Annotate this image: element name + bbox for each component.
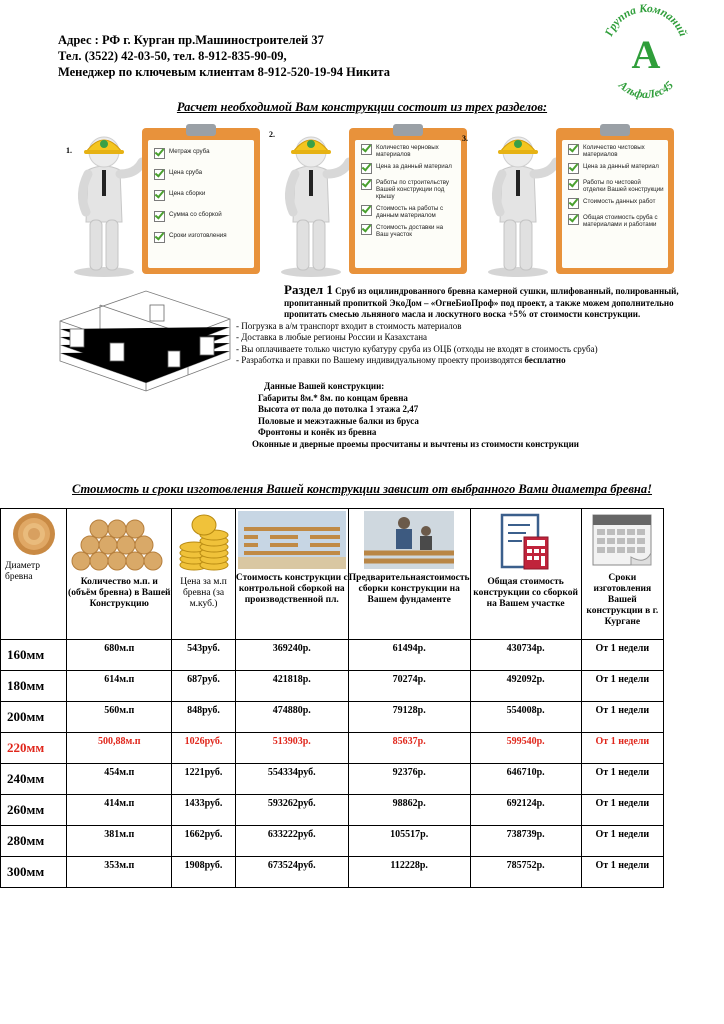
cell-construction-cost: 673524руб. [235,857,348,888]
bullet-item: - Доставка в любые регионы России и Казахстана [236,332,428,342]
log-house-sketch-icon [50,285,240,397]
price-table [0,508,664,888]
checkmark-icon [568,198,579,209]
checklist-item: Цена за данный материал [568,163,664,174]
section-description: Сруб из оцилиндрованного бревна камерной сушки, шлифованный, полированный, пропитанный пропиткой ЭкоДом – «ОгнеБиоПроф» под проект, а также можем дополнительно пропитать смесью льняного масла и лоскутного воска +5% от стоимости конструкции. [284,286,679,319]
table-row [1,640,664,671]
checkmark-icon [154,169,165,180]
checklist-item: Цена сруба [154,169,250,180]
cell-diameter: 240мм [1,764,67,795]
details-line: Оконные и дверные проемы просчитаны и вычтены из стоимости конструкции [252,438,579,449]
steps-illustration [60,120,680,278]
cell-construction-cost: 369240р. [235,640,348,671]
col-header-price: Цена за м.п бревна (за м.куб.) [172,509,235,640]
cell-assembly: 92376р. [348,764,470,795]
log-end-icon [5,511,63,557]
cell-diameter: 180мм [1,671,67,702]
cell-term: От 1 недели [581,671,663,702]
calendar-icon [587,511,657,569]
checklist-item: Сроки изготовления [154,232,250,243]
checklist-item: Цена за данный материал [361,163,457,174]
step-1 [60,120,265,278]
checklist-item: Стоимость данных работ [568,198,664,209]
cell-assembly: 98862р. [348,795,470,826]
checkmark-icon [568,144,579,155]
checklist-board [349,128,467,274]
checkmark-icon [361,144,372,155]
cell-diameter: 260мм [1,795,67,826]
calculator-document-icon [496,511,556,573]
figure-with-hardhat-icon [480,132,558,278]
cell-quantity: 560м.п [67,702,172,733]
table-row [1,702,664,733]
cell-total: 492092р. [470,671,581,702]
cell-diameter: 280мм [1,826,67,857]
cell-construction-cost: 593262руб. [235,795,348,826]
step-number: 2. [269,130,275,139]
cell-total: 646710р. [470,764,581,795]
table-row [1,857,664,888]
cell-price: 1908руб. [172,857,235,888]
table-row [1,733,664,764]
cell-price: 1026руб. [172,733,235,764]
checklist-paper [148,140,254,268]
cell-term: От 1 недели [581,795,663,826]
phone-line: Тел. (3522) 42-03-50, тел. 8-912-835-90-09, [58,49,287,63]
checkmark-icon [568,179,579,190]
intro-heading: Расчет необходимой Вам конструкции состоит из трех разделов: [176,100,548,114]
svg-text:АльфаЛес45: АльфаЛес45 [616,79,676,100]
cell-total: 738739р. [470,826,581,857]
cell-quantity: 500,88м.п [67,733,172,764]
coin-stack-icon [176,511,232,573]
cell-diameter: 200мм [1,702,67,733]
checkmark-icon [154,148,165,159]
cell-assembly: 85637р. [348,733,470,764]
contact-header [58,32,390,80]
svg-text:А: А [631,32,661,77]
cell-term: От 1 недели [581,733,663,764]
cell-term: От 1 недели [581,857,663,888]
cell-quantity: 414м.п [67,795,172,826]
cell-term: От 1 недели [581,640,663,671]
cell-price: 543руб. [172,640,235,671]
details-line: Половые и межэтажные балки из бруса [258,415,419,426]
checklist-item: Стоимость доставки на Ваш участок [361,224,457,238]
col-header-diameter: Диаметр бревна [1,509,67,640]
cell-diameter: 160мм [1,640,67,671]
step-number: 3. [462,134,468,143]
checklist-paper [562,140,668,268]
cell-construction-cost: 421818р. [235,671,348,702]
cell-diameter: 220мм [1,733,67,764]
checklist-item: Цена сборки [154,190,250,201]
cell-price: 848руб. [172,702,235,733]
manager-line: Менеджер по ключевым клиентам 8-912-520-19-94 Никита [58,65,390,79]
col-header-total: Общая стоимость конструкции со сборкой на Вашем участке [470,509,581,640]
checklist-item: Стоимость на работы с данным материалом [361,205,457,219]
cost-heading: Стоимость и сроки изготовления Вашей конструкции зависит от выбранного Вами диаметра бревна! [72,482,652,496]
table-row [1,826,664,857]
checkmark-icon [361,224,372,235]
col-header-term: Сроки изготовления Вашей конструкции в г. Кургане [581,509,663,640]
cell-quantity: 680м.п [67,640,172,671]
free-label: бесплатно [524,355,566,365]
figure-with-hardhat-icon [66,132,144,278]
step-3 [462,120,679,278]
cell-assembly: 105517р. [348,826,470,857]
checklist-item: Работы по строительству Вашей конструкции под крышу [361,179,457,200]
log-pile-icon [69,511,169,573]
cell-quantity: 353м.п [67,857,172,888]
checklist-item: Количество чистовых материалов [568,144,664,158]
cell-term: От 1 недели [581,702,663,733]
checkmark-icon [361,205,372,216]
cell-price: 1221руб. [172,764,235,795]
cell-quantity: 381м.п [67,826,172,857]
cell-assembly: 79128р. [348,702,470,733]
details-line: Габариты 8м.* 8м. по концам бревна [258,392,408,403]
logo-emblem-icon [596,2,696,100]
cell-construction-cost: 554334руб. [235,764,348,795]
table-row [1,764,664,795]
price-table-body [1,640,664,888]
clip-icon [393,124,423,136]
table-row [1,671,664,702]
checkmark-icon [568,163,579,174]
clip-icon [600,124,630,136]
checklist-board [142,128,260,274]
cell-total: 430734р. [470,640,581,671]
col-header-quantity: Количество м.п. и (объём бревна) в Вашей Конструкцию [67,509,172,640]
figure-with-hardhat-icon [273,132,351,278]
address-line: Адрес : РФ г. Курган пр.Машиностроителей 37 [58,33,324,47]
checklist-paper [355,140,461,268]
section-title: Раздел 1 [284,282,333,297]
cell-price: 1433руб. [172,795,235,826]
checkmark-icon [361,163,372,174]
cell-quantity: 614м.п [67,671,172,702]
checklist-item: Работы по чистовой отделки Вашей конструкции [568,179,664,193]
checkmark-icon [154,232,165,243]
clip-icon [186,124,216,136]
checkmark-icon [154,211,165,222]
construction-details [252,381,678,450]
table-header-row [1,509,664,640]
checkmark-icon [568,214,579,225]
checkmark-icon [361,179,372,190]
cell-total: 554008р. [470,702,581,733]
cell-construction-cost: 513903р. [235,733,348,764]
checklist-item: Общая стоимость сруба с материалами и работами [568,214,664,228]
cell-total: 599540р. [470,733,581,764]
details-line: Высота от пола до потолка 1 этажа 2,47 [258,404,419,414]
col-header-construction-cost: Стоимость конструкции с контрольной сборкой на производственной пл. [235,509,348,640]
workers-photo-icon [364,511,454,569]
log-frame-photo-icon [238,511,346,569]
checkmark-icon [154,190,165,201]
bullet-item: - Погрузка в а/м транспорт входит в стоимость материалов [236,320,462,331]
bullet-item: - Разработка и правки по Вашему индивидуальному проекту производятся бесплатно [236,355,566,365]
cell-construction-cost: 633222руб. [235,826,348,857]
cell-construction-cost: 474880р. [235,702,348,733]
cell-assembly: 61494р. [348,640,470,671]
cell-quantity: 454м.п [67,764,172,795]
checklist-item: Метраж сруба [154,148,250,159]
cell-diameter: 300мм [1,857,67,888]
cell-total: 692124р. [470,795,581,826]
cell-term: От 1 недели [581,764,663,795]
cell-assembly: 70274р. [348,671,470,702]
svg-text:Группа Компаний: Группа Компаний [603,2,689,39]
checklist-item: Количество черновых материалов [361,144,457,158]
cell-assembly: 112228р. [348,857,470,888]
col-header-assembly: Предварительнаястоимость сборки конструкции на Вашем фундаменте [348,509,470,640]
cell-price: 1662руб. [172,826,235,857]
details-title: Данные Вашей конструкции: [264,381,385,391]
step-number: 1. [66,146,72,155]
bullet-item: - Вы оплачиваете только чистую кубатуру сруба из ОЦБ (отходы не входят в стоимость сруба) [236,343,598,354]
checklist-board [556,128,674,274]
table-row [1,795,664,826]
cell-term: От 1 недели [581,826,663,857]
details-line: Фронтоны и конёк из бревна [258,427,377,437]
section-1 [236,284,706,367]
cell-price: 687руб. [172,671,235,702]
step-2 [267,120,472,278]
checklist-item: Сумма со сборкой [154,211,250,222]
cell-total: 785752р. [470,857,581,888]
section-intro [236,284,706,321]
company-logo [596,2,696,100]
